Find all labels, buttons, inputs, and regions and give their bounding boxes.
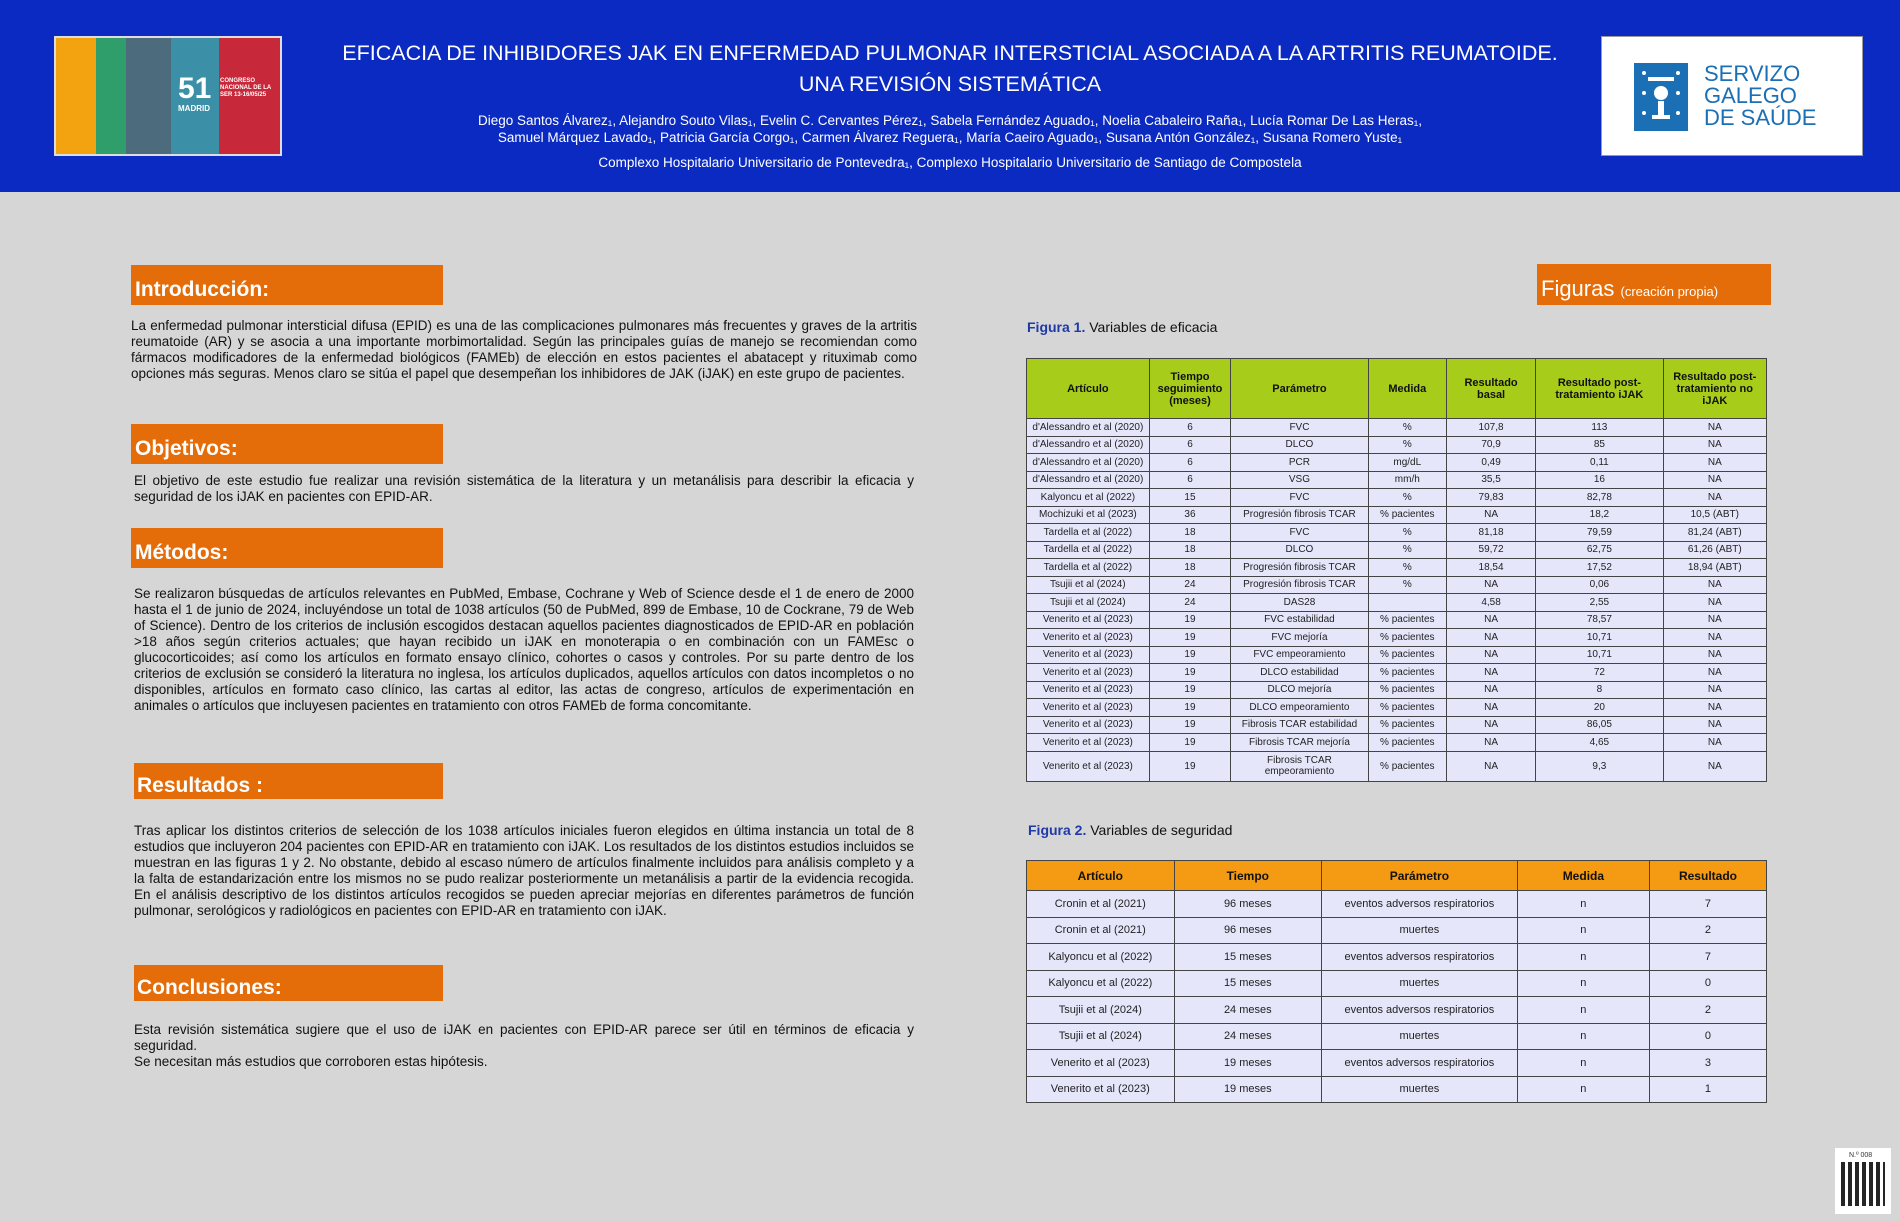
table-cell: 0	[1649, 1023, 1766, 1050]
table-cell: Fibrosis TCAR estabilidad	[1231, 716, 1368, 734]
table-cell: 59,72	[1446, 541, 1535, 559]
table-cell: 16	[1536, 471, 1663, 489]
table-cell: d'Alessandro et al (2020)	[1027, 436, 1150, 454]
table-cell: Venerito et al (2023)	[1027, 664, 1150, 682]
table-cell: 96 meses	[1174, 891, 1321, 918]
table-cell: 19	[1149, 716, 1231, 734]
table-cell: 81,18	[1446, 524, 1535, 542]
authors-line-2: Samuel Márquez Lavado₁, Patricia García Corgo₁, Carmen Álvarez Reguera₁, María Caeiro Aguado₁, Susana Antón González₁, Susana Romero Yuste₁	[497, 130, 1403, 145]
table-cell: NA	[1663, 489, 1766, 507]
table-cell: NA	[1663, 436, 1766, 454]
figure-1-title: Variables de eficacia	[1089, 319, 1218, 335]
table-row	[1027, 471, 1767, 489]
table-cell: 20	[1536, 699, 1663, 717]
table-cell: 18	[1149, 559, 1231, 577]
table-cell: % pacientes	[1368, 734, 1446, 752]
table-cell: NA	[1663, 681, 1766, 699]
table-cell: % pacientes	[1368, 716, 1446, 734]
table-cell: 0,49	[1446, 454, 1535, 472]
table-cell: Mochizuki et al (2023)	[1027, 506, 1150, 524]
table-row	[1027, 734, 1767, 752]
table-cell: 0	[1649, 970, 1766, 997]
table-cell: 10,71	[1536, 629, 1663, 647]
column-header: Tiempo seguimiento (meses)	[1149, 359, 1231, 419]
table-cell: 19	[1149, 734, 1231, 752]
table-row	[1027, 699, 1767, 717]
table-cell: Venerito et al (2023)	[1027, 629, 1150, 647]
table-cell: 96 meses	[1174, 917, 1321, 944]
table-cell: Progresión fibrosis TCAR	[1231, 576, 1368, 594]
table-cell: 36	[1149, 506, 1231, 524]
figures-heading	[1537, 264, 1771, 305]
table-row	[1027, 997, 1767, 1024]
table-cell: NA	[1663, 611, 1766, 629]
table-cell: n	[1517, 1023, 1649, 1050]
table-cell: Venerito et al (2023)	[1027, 699, 1150, 717]
table-row	[1027, 917, 1767, 944]
table-cell: 107,8	[1446, 419, 1535, 437]
table-cell: n	[1517, 891, 1649, 918]
conclusions-line-1: Esta revisión sistemática sugiere que el uso de iJAK en pacientes con EPID-AR parece ser útil en términos de eficacia y seguridad.	[134, 1022, 914, 1053]
table-cell: n	[1517, 917, 1649, 944]
table-cell: 62,75	[1536, 541, 1663, 559]
figure-1-label: Figura 1.	[1027, 319, 1086, 335]
table-row	[1027, 944, 1767, 971]
table-row	[1027, 1076, 1767, 1103]
table-cell: NA	[1446, 716, 1535, 734]
table-cell: 19	[1149, 664, 1231, 682]
table-cell: 82,78	[1536, 489, 1663, 507]
table-cell: Venerito et al (2023)	[1027, 751, 1150, 781]
table-cell: 85	[1536, 436, 1663, 454]
table-cell: 15 meses	[1174, 944, 1321, 971]
table-cell: Progresión fibrosis TCAR	[1231, 506, 1368, 524]
table-cell: NA	[1446, 751, 1535, 781]
intro-heading: Introducción:	[131, 265, 443, 305]
table-cell: Tardella et al (2022)	[1027, 559, 1150, 577]
table-cell: 113	[1536, 419, 1663, 437]
table-cell: 15 meses	[1174, 970, 1321, 997]
table-cell: %	[1368, 489, 1446, 507]
table-cell: NA	[1663, 471, 1766, 489]
table-cell: NA	[1663, 734, 1766, 752]
efficacy-table	[1026, 358, 1767, 782]
table-cell: 86,05	[1536, 716, 1663, 734]
table-row	[1027, 559, 1767, 577]
table-cell: % pacientes	[1368, 629, 1446, 647]
table-row	[1027, 489, 1767, 507]
logo-number: 51	[178, 72, 212, 105]
table-cell: 7	[1649, 891, 1766, 918]
table-cell: 17,52	[1536, 559, 1663, 577]
table-cell: %	[1368, 559, 1446, 577]
table-cell: 24 meses	[1174, 1023, 1321, 1050]
affiliations: Complexo Hospitalario Universitario de Pontevedra₁, Complexo Hospitalario Universitario de Santiago de Compostela	[598, 155, 1302, 170]
table-cell: DLCO mejoría	[1231, 681, 1368, 699]
table-row	[1027, 1023, 1767, 1050]
table-row	[1027, 751, 1767, 781]
column-header: Resultado post-tratamiento iJAK	[1536, 359, 1663, 419]
table-cell: VSG	[1231, 471, 1368, 489]
table-cell: mg/dL	[1368, 454, 1446, 472]
table-row	[1027, 970, 1767, 997]
table-cell: Venerito et al (2023)	[1027, 1076, 1175, 1103]
table-row	[1027, 716, 1767, 734]
galicia-emblem-icon	[1634, 63, 1688, 131]
table-cell: muertes	[1322, 1076, 1518, 1103]
table-cell: NA	[1446, 646, 1535, 664]
table-cell: NA	[1663, 664, 1766, 682]
table-cell: NA	[1663, 646, 1766, 664]
table-cell: 19	[1149, 699, 1231, 717]
column-header: Parámetro	[1231, 359, 1368, 419]
table-cell: 7	[1649, 944, 1766, 971]
table-cell: Kalyoncu et al (2022)	[1027, 944, 1175, 971]
table-cell: Venerito et al (2023)	[1027, 716, 1150, 734]
intro-text: La enfermedad pulmonar intersticial difusa (EPID) es una de las complicaciones pulmonares más frecuentes y graves de la artritis reumatoide (AR) y se asocia a una importante morbimortalidad. Según las principales guías de manejo se recomiendan como fármacos modificadores de la enfermedad biológicos (FAMEb) de elección en estos pacientes el abatacept y rituximab como opciones más seguras. Menos claro se sitúa el papel que desempeñan los inhibidores de JAK (iJAK) en este grupo de pacientes.	[131, 318, 917, 381]
table-cell: 35,5	[1446, 471, 1535, 489]
table-cell	[1368, 594, 1446, 612]
table-cell: 0,06	[1536, 576, 1663, 594]
table-cell: FVC	[1231, 419, 1368, 437]
table-cell: % pacientes	[1368, 681, 1446, 699]
table-cell: 24 meses	[1174, 997, 1321, 1024]
table-row	[1027, 419, 1767, 437]
table-cell: DAS28	[1231, 594, 1368, 612]
table-cell: Tardella et al (2022)	[1027, 541, 1150, 559]
table-cell: 72	[1536, 664, 1663, 682]
table-row	[1027, 594, 1767, 612]
title-line-2: UNA REVISIÓN SISTEMÁTICA	[798, 72, 1102, 96]
authors	[330, 112, 1570, 146]
authors-line-1: Diego Santos Álvarez₁, Alejandro Souto Vilas₁, Evelin C. Cervantes Pérez₁, Sabela Fernández Aguado₁, Noelia Cabaleiro Raña₁, Lucía Romar De Las Heras₁,	[477, 113, 1423, 128]
safety-table	[1026, 860, 1767, 1103]
table-cell: d'Alessandro et al (2020)	[1027, 419, 1150, 437]
column-header: Medida	[1517, 861, 1649, 891]
table-cell: eventos adversos respiratorios	[1322, 997, 1518, 1024]
column-header: Resultado basal	[1446, 359, 1535, 419]
figure-2-title: Variables de seguridad	[1090, 822, 1233, 838]
table-cell: 10,71	[1536, 646, 1663, 664]
table-cell: NA	[1446, 576, 1535, 594]
table-cell: 6	[1149, 436, 1231, 454]
table-cell: Kalyoncu et al (2022)	[1027, 489, 1150, 507]
table-cell: 18,2	[1536, 506, 1663, 524]
table-cell: Venerito et al (2023)	[1027, 646, 1150, 664]
table-cell: n	[1517, 944, 1649, 971]
column-header: Resultado post-tratamiento no iJAK	[1663, 359, 1766, 419]
table-cell: NA	[1446, 664, 1535, 682]
logo-city: MADRID	[178, 104, 210, 113]
table-cell: Tsujii et al (2024)	[1027, 1023, 1175, 1050]
table-row	[1027, 664, 1767, 682]
table-cell: Cronin et al (2021)	[1027, 891, 1175, 918]
table-cell: %	[1368, 576, 1446, 594]
table-cell: 3	[1649, 1050, 1766, 1077]
table-cell: NA	[1446, 681, 1535, 699]
table-cell: muertes	[1322, 970, 1518, 997]
table-cell: % pacientes	[1368, 664, 1446, 682]
table-cell: 4,58	[1446, 594, 1535, 612]
table-cell: eventos adversos respiratorios	[1322, 944, 1518, 971]
table-cell: DLCO	[1231, 436, 1368, 454]
sergas-logo	[1601, 36, 1863, 156]
table-cell: muertes	[1322, 917, 1518, 944]
qr-code	[1835, 1148, 1891, 1214]
table-cell: NA	[1663, 576, 1766, 594]
column-header: Artículo	[1027, 359, 1150, 419]
table-cell: 19	[1149, 751, 1231, 781]
table-cell: % pacientes	[1368, 611, 1446, 629]
table-cell: 9,3	[1536, 751, 1663, 781]
table-cell: 4,65	[1536, 734, 1663, 752]
table-cell: NA	[1446, 734, 1535, 752]
table-cell: 18,54	[1446, 559, 1535, 577]
table-cell: FVC	[1231, 489, 1368, 507]
table-cell: 2,55	[1536, 594, 1663, 612]
table-cell: 70,9	[1446, 436, 1535, 454]
congress-logo	[54, 36, 282, 156]
table-cell: Venerito et al (2023)	[1027, 611, 1150, 629]
table-cell: Tsujii et al (2024)	[1027, 576, 1150, 594]
table-cell: Tsujii et al (2024)	[1027, 997, 1175, 1024]
column-header: Tiempo	[1174, 861, 1321, 891]
table-cell: FVC mejoría	[1231, 629, 1368, 647]
figure-2-label: Figura 2.	[1028, 822, 1087, 838]
table-cell: % pacientes	[1368, 699, 1446, 717]
table-row	[1027, 681, 1767, 699]
table-cell: NA	[1446, 699, 1535, 717]
table-cell: DLCO empeoramiento	[1231, 699, 1368, 717]
table-cell: %	[1368, 436, 1446, 454]
table-cell: 79,59	[1536, 524, 1663, 542]
table-cell: mm/h	[1368, 471, 1446, 489]
methods-heading: Métodos:	[131, 528, 443, 568]
sergas-wordmark: SERVIZO GALEGO DE SAÚDE	[1704, 61, 1817, 130]
table-cell: n	[1517, 997, 1649, 1024]
table-cell: Kalyoncu et al (2022)	[1027, 970, 1175, 997]
table-cell: 19	[1149, 611, 1231, 629]
table-cell: d'Alessandro et al (2020)	[1027, 454, 1150, 472]
table-cell: eventos adversos respiratorios	[1322, 891, 1518, 918]
column-header: Medida	[1368, 359, 1446, 419]
table-cell: muertes	[1322, 1023, 1518, 1050]
table-cell: 1	[1649, 1076, 1766, 1103]
table-cell: Progresión fibrosis TCAR	[1231, 559, 1368, 577]
table-cell: 18,94 (ABT)	[1663, 559, 1766, 577]
table-cell: Cronin et al (2021)	[1027, 917, 1175, 944]
title-line-1: EFICACIA DE INHIBIDORES JAK EN ENFERMEDAD PULMONAR INTERSTICIAL ASOCIADA A LA ARTRITIS REUMATOIDE.	[342, 41, 1558, 65]
table-cell: 81,24 (ABT)	[1663, 524, 1766, 542]
table-cell: NA	[1663, 629, 1766, 647]
results-text: Tras aplicar los distintos criterios de selección de los 1038 artículos iniciales fueron elegidos en última instancia un total de 8 estudios que incluyeron 204 pacientes con EPID-AR en tratamiento con iJAK. Los resultados de los distintos estudios incluidos se muestran en las figuras 1 y 2. No obstante, debido al escaso número de artículos finalmente incluidos para análisis completo y a la falta de estandarización entre los mismos no se pudo realizar posteriormente un metanálisis a partir de la evidencia recogida. En el análisis descriptivo de los distintos artículos recogidos se pueden apreciar mejorías en diferentes parámetros de función pulmonar, serológicos y radiológicos en pacientes con EPID-AR en tratamiento con iJAK.	[134, 823, 914, 918]
table-cell: NA	[1663, 594, 1766, 612]
table-row	[1027, 436, 1767, 454]
table-cell: 18	[1149, 524, 1231, 542]
table-cell: 19	[1149, 629, 1231, 647]
conclusions-text	[134, 1022, 914, 1070]
table-cell: %	[1368, 541, 1446, 559]
logo-text: CONGRESO NACIONAL DE LA SER 13-16/05/25	[220, 78, 271, 98]
table-row	[1027, 524, 1767, 542]
table-cell: Venerito et al (2023)	[1027, 681, 1150, 699]
figure-1-caption	[1027, 319, 1217, 335]
table-cell: 61,26 (ABT)	[1663, 541, 1766, 559]
methods-text: Se realizaron búsquedas de artículos relevantes en PubMed, Embase, Cochrane y Web of Science desde el 1 de enero de 2000 hasta el 1 de junio de 2024, incluyéndose un total de 1038 artículos (50 de PubMed, 899 de Embase, 10 de Cockrane, 79 de Web of Science). Dentro de los criterios de inclusión escogidos destacan aquellos pacientes diagnosticados de EPID-AR en población >18 años según criterios actuales; que hayan recibido un iJAK en monoterapia o en combinación con un FAMEsc o glucocorticoides; así como los artículos en formato ensayo clínico, cohortes o casos y controles. Por su parte dentro de los criterios de exclusión se consideró la literatura no inglesa, los artículos duplicados, aquellos artículos con datos incompletos o no disponibles, artículos en formato caso clínico, las cartas al editor, las actas de congreso, artículos de experimentación en animales o artículos que incluyesen pacientes en tratamiento con otros FAMEb de forma concomitante.	[134, 586, 914, 713]
column-header: Parámetro	[1322, 861, 1518, 891]
table-cell: 78,57	[1536, 611, 1663, 629]
table-cell: FVC empeoramiento	[1231, 646, 1368, 664]
conclusions-heading: Conclusiones:	[134, 965, 443, 1001]
table-row	[1027, 506, 1767, 524]
table-row	[1027, 646, 1767, 664]
figures-title: Figuras	[1541, 276, 1615, 301]
figure-2-caption	[1028, 822, 1232, 838]
table-cell: FVC estabilidad	[1231, 611, 1368, 629]
table-cell: 24	[1149, 576, 1231, 594]
table-cell: % pacientes	[1368, 506, 1446, 524]
table-cell: Fibrosis TCAR mejoría	[1231, 734, 1368, 752]
table-cell: NA	[1663, 454, 1766, 472]
table-cell: d'Alessandro et al (2020)	[1027, 471, 1150, 489]
table-cell: 6	[1149, 419, 1231, 437]
table-cell: n	[1517, 970, 1649, 997]
table-row	[1027, 629, 1767, 647]
table-cell: %	[1368, 524, 1446, 542]
table-cell: NA	[1663, 716, 1766, 734]
table-cell: 8	[1536, 681, 1663, 699]
table-cell: n	[1517, 1076, 1649, 1103]
table-cell: NA	[1446, 611, 1535, 629]
table-cell: NA	[1446, 506, 1535, 524]
table-cell: 79,83	[1446, 489, 1535, 507]
table-cell: % pacientes	[1368, 646, 1446, 664]
results-heading: Resultados :	[134, 763, 443, 799]
table-cell: Tardella et al (2022)	[1027, 524, 1150, 542]
table-cell: 10,5 (ABT)	[1663, 506, 1766, 524]
table-cell: 2	[1649, 997, 1766, 1024]
figures-subtitle: (creación propia)	[1620, 284, 1719, 299]
table-cell: NA	[1663, 751, 1766, 781]
table-row	[1027, 576, 1767, 594]
table-cell: 2	[1649, 917, 1766, 944]
table-cell: % pacientes	[1368, 751, 1446, 781]
table-cell: Venerito et al (2023)	[1027, 734, 1150, 752]
table-cell: DLCO estabilidad	[1231, 664, 1368, 682]
table-cell: 18	[1149, 541, 1231, 559]
table-cell: 19	[1149, 681, 1231, 699]
table-cell: Venerito et al (2023)	[1027, 1050, 1175, 1077]
table-cell: Tsujii et al (2024)	[1027, 594, 1150, 612]
table-cell: 0,11	[1536, 454, 1663, 472]
table-cell: eventos adversos respiratorios	[1322, 1050, 1518, 1077]
table-cell: 6	[1149, 471, 1231, 489]
column-header: Resultado	[1649, 861, 1766, 891]
table-row	[1027, 1050, 1767, 1077]
table-cell: DLCO	[1231, 541, 1368, 559]
table-row	[1027, 541, 1767, 559]
table-cell: NA	[1663, 699, 1766, 717]
table-row	[1027, 454, 1767, 472]
table-cell: NA	[1663, 419, 1766, 437]
table-cell: 19	[1149, 646, 1231, 664]
conclusions-line-2: Se necesitan más estudios que corroboren estas hipótesis.	[134, 1054, 488, 1069]
table-row	[1027, 891, 1767, 918]
table-row	[1027, 611, 1767, 629]
table-cell: PCR	[1231, 454, 1368, 472]
table-cell: 19 meses	[1174, 1050, 1321, 1077]
column-header: Artículo	[1027, 861, 1175, 891]
table-cell: NA	[1446, 629, 1535, 647]
header-banner	[0, 0, 1900, 192]
poster-title	[330, 38, 1570, 100]
table-cell: 19 meses	[1174, 1076, 1321, 1103]
poster-number: N.º 008	[1849, 1152, 1873, 1159]
qr-code-icon	[1841, 1162, 1885, 1206]
table-cell: n	[1517, 1050, 1649, 1077]
table-cell: %	[1368, 419, 1446, 437]
table-cell: FVC	[1231, 524, 1368, 542]
table-cell: 24	[1149, 594, 1231, 612]
table-cell: 15	[1149, 489, 1231, 507]
table-cell: 6	[1149, 454, 1231, 472]
objectives-text: El objetivo de este estudio fue realizar una revisión sistemática de la literatura y un metanálisis para describir la eficacia y seguridad de los iJAK en pacientes con EPID-AR.	[134, 473, 914, 504]
table-cell: Fibrosis TCAR empeoramiento	[1231, 751, 1368, 781]
objectives-heading: Objetivos:	[131, 424, 443, 464]
